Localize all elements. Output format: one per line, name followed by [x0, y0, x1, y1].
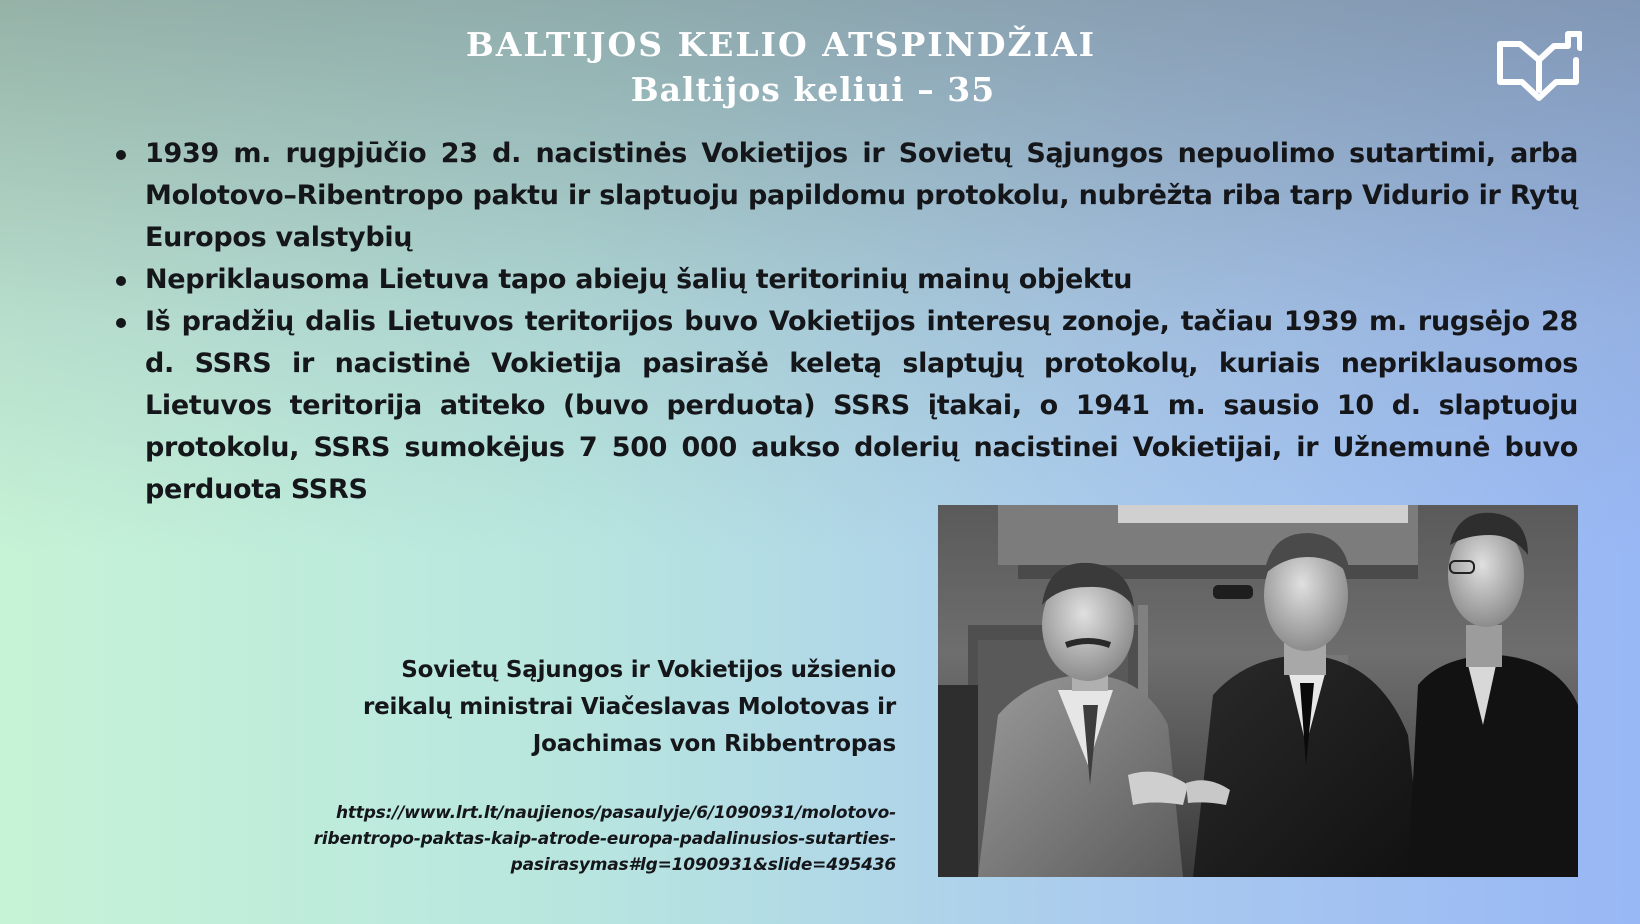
bullet-list [112, 133, 1578, 511]
open-book-icon [1496, 30, 1582, 102]
caption-line: reikalų ministrai Viačeslavas Molotovas ir [363, 694, 896, 720]
source-line: https://www.lrt.lt/naujienos/pasaulyje/6/1090931/molotovo- [335, 803, 896, 823]
bullet-item [112, 259, 1578, 301]
slide-header [0, 22, 1640, 112]
bullet-dot [116, 318, 126, 328]
caption-line: Joachimas von Ribbentropas [532, 731, 896, 757]
bullet-text: Iš pradžių dalis Lietuvos teritorijos buvo Vokietijos interesų zonoje, tačiau 1939 m. rugsėjo 28 d. SSRS ir nacistinė Vokietija pasirašė keletą slaptųjų protokolų, kuriais nepriklausomos Lietuvos teritorija atiteko (buvo perduota) SSRS įtakai, o 1941 m. sausio 10 d. slaptuoju protokolu, SSRS sumokėjus 7 500 000 aukso dolerių nacistinei Vokietijai, ir Užnemunė buvo perduota SSRS [145, 306, 1578, 505]
bullet-dot [116, 150, 126, 160]
source-link[interactable] [290, 800, 896, 878]
bullet-text: 1939 m. rugpjūčio 23 d. nacistinės Vokietijos ir Sovietų Sąjungos nepuolimo sutartimi, arba Molotovo–Ribentropo paktu ir slaptuoju papildomu protokolu, nubrėžta riba tarp Vidurio ir Rytų Europos valstybių [145, 138, 1578, 253]
bullet-item [112, 301, 1578, 511]
slide-subtitle: Baltijos keliui – 35 [630, 70, 996, 109]
bullet-text: Nepriklausoma Lietuva tapo abiejų šalių teritorinių mainų objektu [145, 264, 1133, 295]
photo-caption [300, 652, 896, 763]
source-line: pasirasymas#lg=1090931&slide=495436 [510, 855, 896, 875]
historical-photo [938, 505, 1578, 877]
caption-line: Sovietų Sąjungos ir Vokietijos užsienio [401, 657, 896, 683]
bullet-dot [116, 276, 126, 286]
source-line: ribentropo-paktas-kaip-atrode-europa-padalinusios-sutarties- [313, 829, 896, 849]
slide-title: BALTIJOS KELIO ATSPINDŽIAI [465, 25, 1097, 64]
bullet-item [112, 133, 1578, 259]
